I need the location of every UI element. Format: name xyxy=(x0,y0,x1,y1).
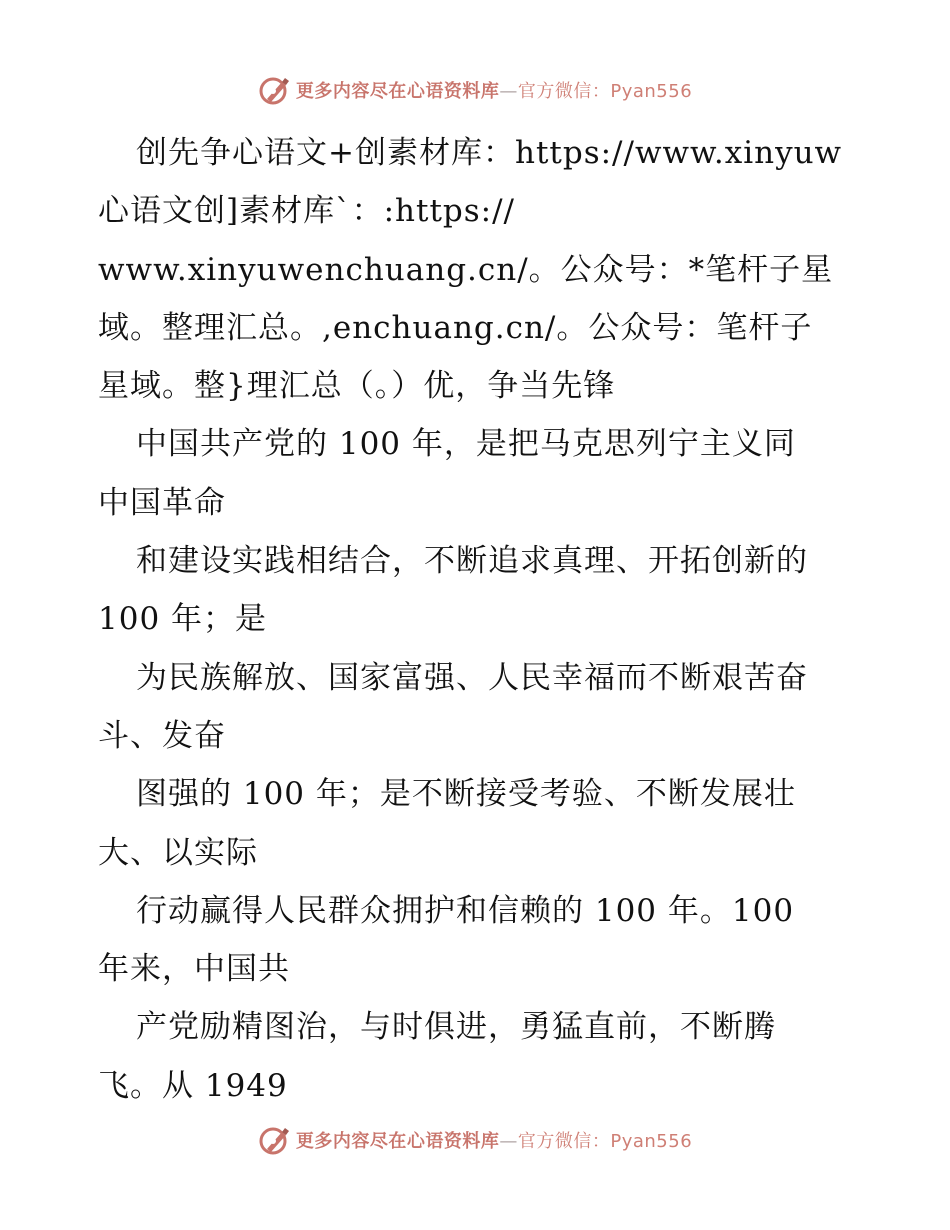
text-line: 产党励精图治，与时俱进，勇猛直前，不断腾 xyxy=(136,1009,776,1046)
header-text xyxy=(296,77,692,103)
pen-logo-icon xyxy=(258,1123,292,1157)
footer-brand: 更多内容尽在心语资料库 xyxy=(295,1131,500,1152)
text-line: 中国共产党的 100 年，是把马克思列宁主义同 xyxy=(136,426,796,463)
text-line: 大、以实际 xyxy=(98,834,258,871)
footer-contact: 官方微信：Pyan556 xyxy=(517,1131,693,1152)
text-line: 为民族解放、国家富强、人民幸福而不断艰苦奋 xyxy=(136,659,808,696)
footer-dash: — xyxy=(499,1131,518,1152)
text-line: 行动赢得人民群众拥护和信赖的 100 年。100 xyxy=(136,892,795,929)
text-line: 星域。整}理汇总（。）优，争当先锋 xyxy=(98,368,616,405)
text-line: 心语文创]素材库`：:https:// xyxy=(98,193,516,230)
text-line: 域。整理汇总。,enchuang.cn/。公众号：笔杆子 xyxy=(98,309,813,346)
text-line: 图强的 100 年；是不断接受考验、不断发展壮 xyxy=(136,776,796,813)
text-line: 创先争心语文+创素材库：https://www.xinyuw xyxy=(136,135,843,171)
text-line: 年来，中国共 xyxy=(98,951,290,988)
text-line: 斗、发奋 xyxy=(98,717,226,754)
footer-text xyxy=(296,1127,692,1153)
text-line: 中国革命 xyxy=(98,484,226,521)
text-line: 飞。从 1949 xyxy=(98,1067,288,1104)
text-line: www.xinyuwenchuang.cn/。公众号：*笔杆子星 xyxy=(98,251,834,288)
text-line: 和建设实践相结合，不断追求真理、开拓创新的 xyxy=(136,543,808,580)
text-line: 100 年；是 xyxy=(98,601,268,638)
header-watermark xyxy=(0,70,950,110)
body-text xyxy=(98,124,888,1115)
pen-logo-icon xyxy=(258,73,292,107)
header-brand: 更多内容尽在心语资料库 xyxy=(295,81,500,102)
header-dash: — xyxy=(499,81,518,102)
footer-watermark xyxy=(0,1120,950,1160)
header-contact: 官方微信：Pyan556 xyxy=(517,81,693,102)
